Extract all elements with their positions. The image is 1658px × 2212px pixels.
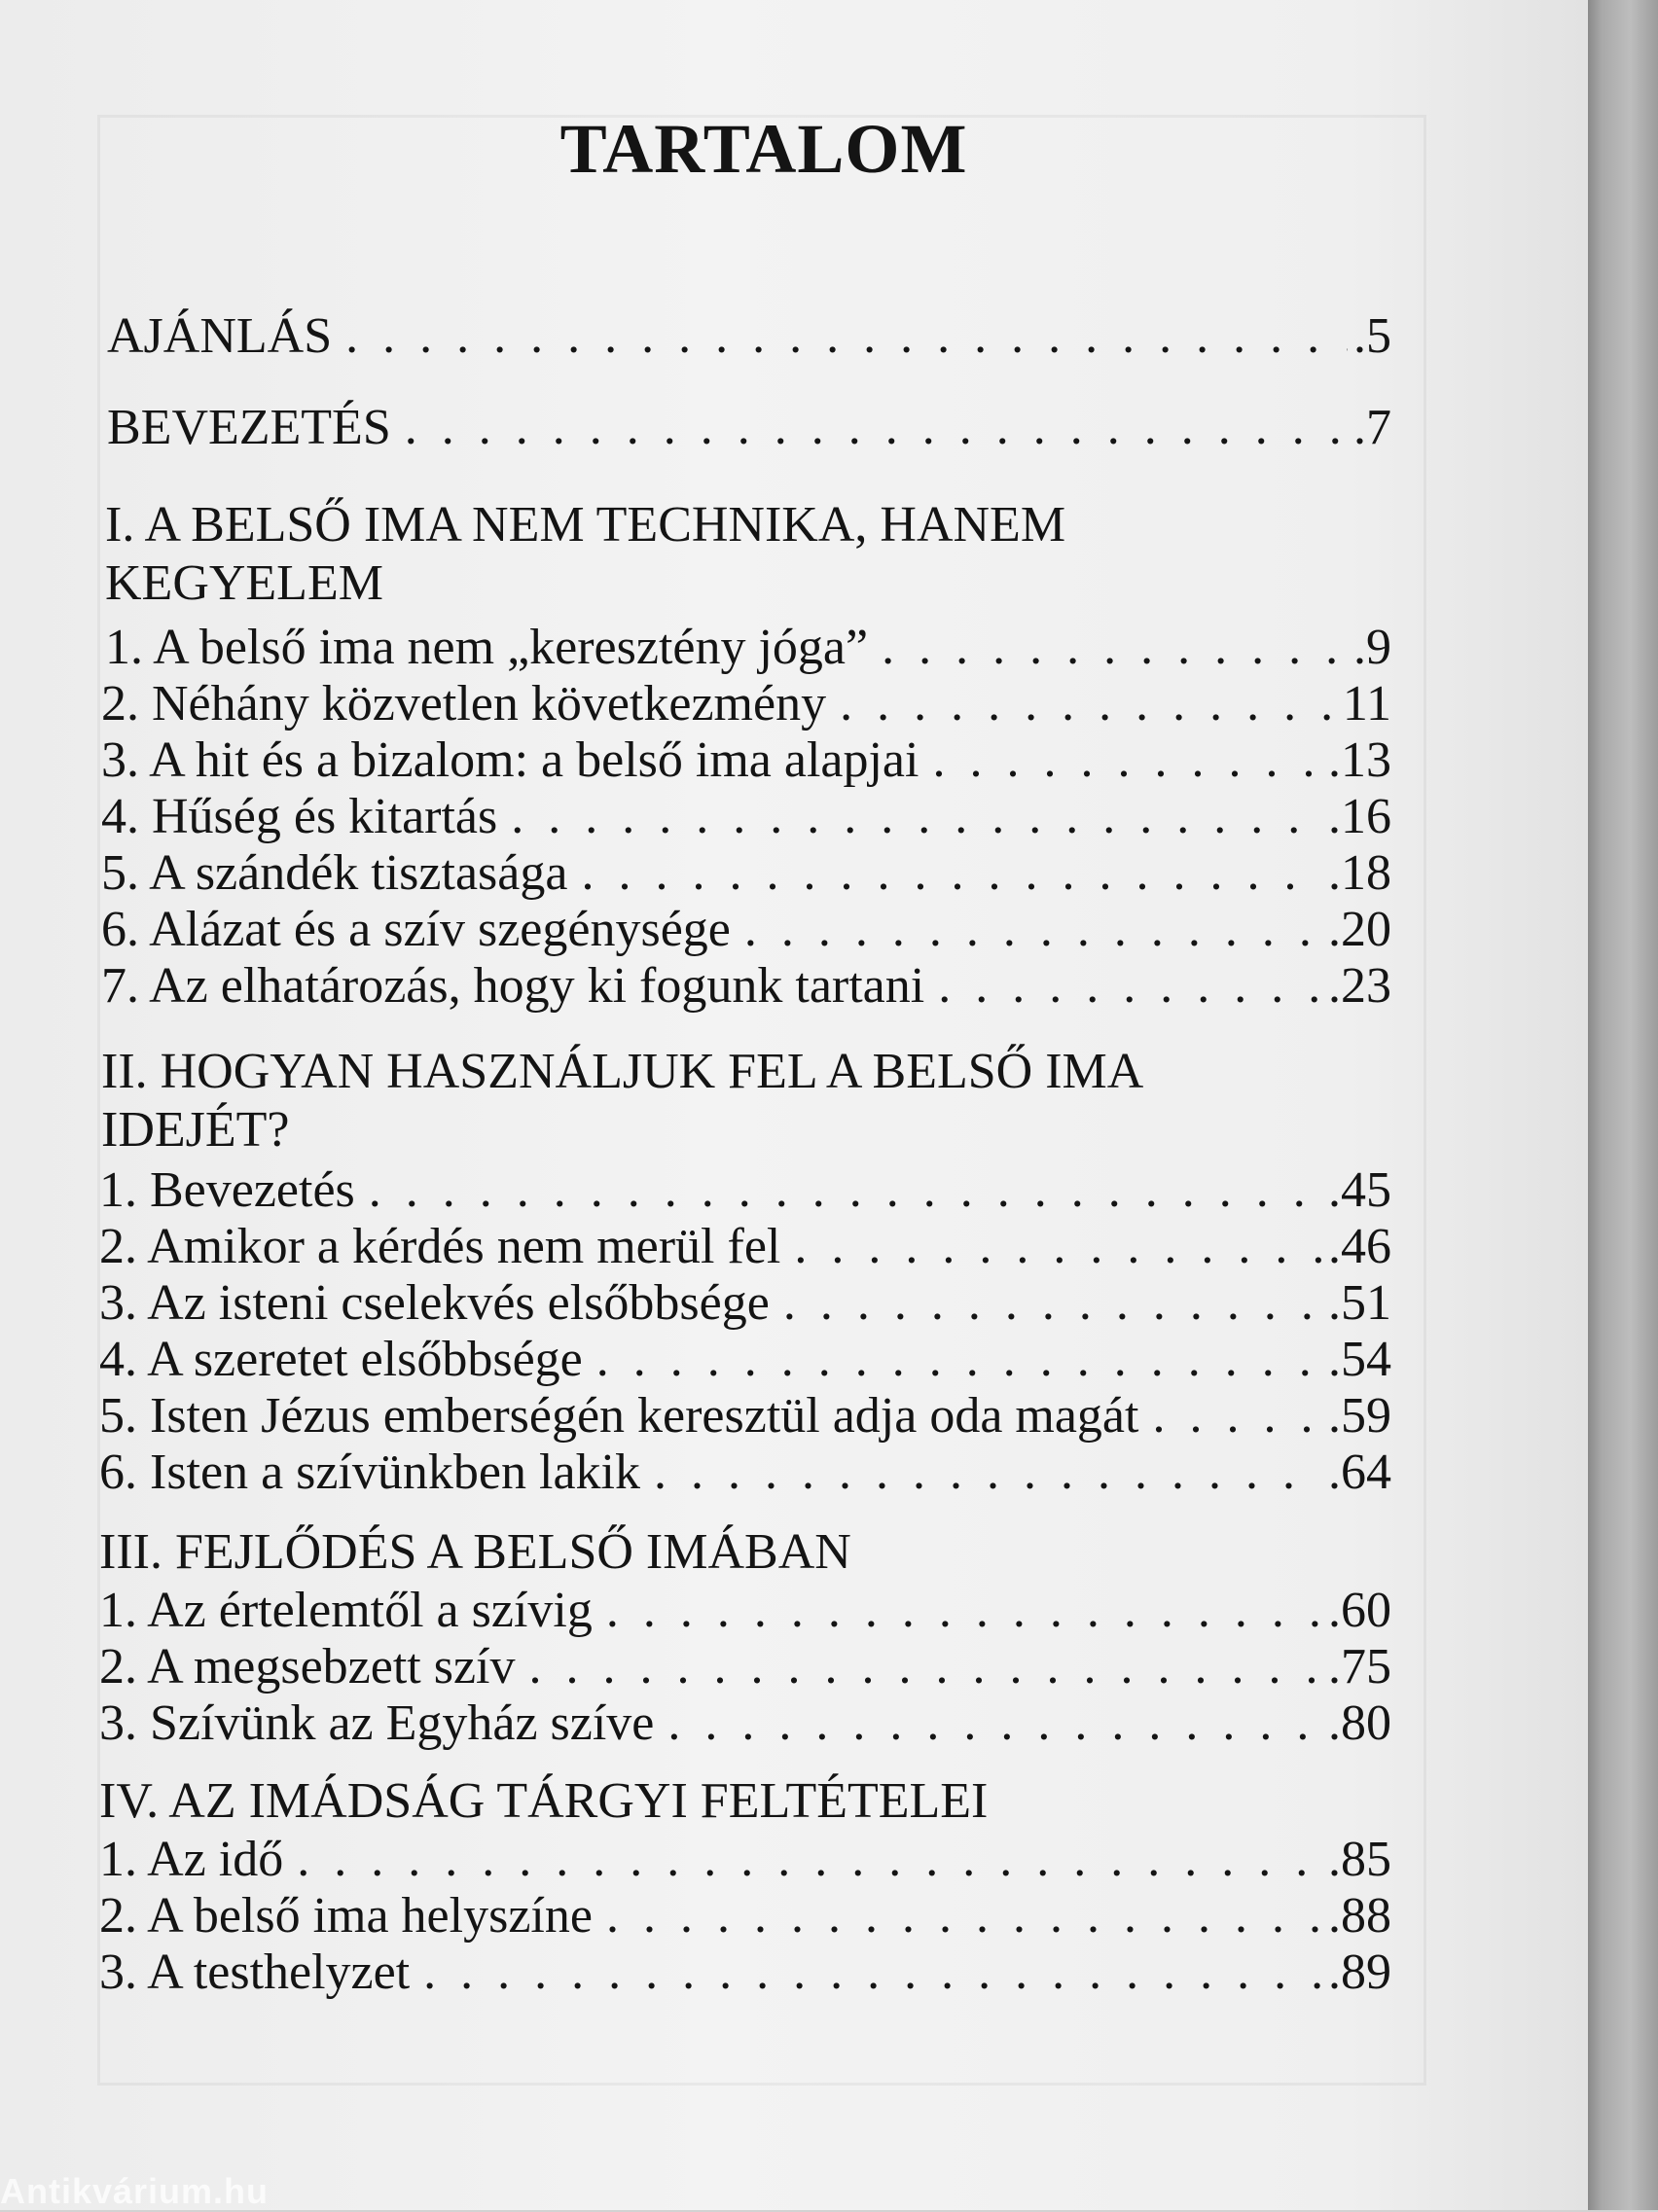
section-heading: III. FEJLŐDÉS A BELSŐ IMÁBAN [99, 1524, 851, 1580]
section-heading: IV. AZ IMÁDSÁG TÁRGYI FELTÉTELEI [99, 1773, 989, 1829]
toc-page-number: .9 [1353, 620, 1391, 675]
dot-leader [654, 1444, 1322, 1502]
toc-entry-label: 1. Az értelemtől a szívig [99, 1583, 593, 1638]
toc-entry [99, 1331, 1391, 1389]
toc-page-number: .64 [1328, 1445, 1391, 1500]
dot-leader [840, 675, 1337, 733]
toc-entry [99, 1444, 1391, 1502]
dot-leader [938, 957, 1322, 1016]
toc-page-number: .5 [1353, 308, 1391, 364]
dot-leader [794, 1218, 1322, 1276]
toc-page-number: .45 [1328, 1162, 1391, 1218]
toc-entry-label: 3. A testhelyzet [99, 1944, 411, 2000]
toc-entry [99, 1638, 1391, 1696]
toc-entry-label: 3. Az isteni cselekvés elsőbbsége [99, 1275, 770, 1331]
toc-page-number: .13 [1328, 732, 1391, 788]
toc-entry [99, 1218, 1391, 1276]
dot-leader [882, 619, 1348, 677]
toc-entry-label: 5. A szándék tisztasága [101, 845, 568, 901]
toc-entry [107, 307, 1391, 366]
toc-page-number: .18 [1328, 845, 1391, 901]
toc-entry [99, 1582, 1391, 1640]
toc-entry [101, 901, 1391, 959]
dot-leader [405, 399, 1348, 457]
toc-entry [99, 1831, 1391, 1889]
toc-entry-label: 2. A belső ima helyszíne [99, 1888, 593, 1944]
dot-leader [932, 731, 1322, 790]
dot-leader [511, 788, 1322, 846]
toc-page-number: .60 [1328, 1583, 1391, 1638]
toc-entry-label: 1. A belső ima nem „keresztény jóga” [105, 620, 869, 675]
toc-page-number: .88 [1328, 1888, 1391, 1944]
toc-entry-label: 1. Az idő [99, 1832, 284, 1887]
toc-entry [101, 788, 1391, 846]
toc-entry-label: 7. Az elhatározás, hogy ki fogunk tartani [101, 958, 925, 1014]
dot-leader [596, 1331, 1322, 1389]
dot-leader [528, 1638, 1322, 1696]
toc-entry [101, 844, 1391, 903]
toc-entry [99, 1274, 1391, 1333]
toc-page-number: .89 [1328, 1944, 1391, 2000]
toc-page-number: .75 [1328, 1639, 1391, 1695]
toc-page-number: .80 [1328, 1695, 1391, 1751]
toc-entry-label: 6. Alázat és a szív szegénysége [101, 902, 731, 957]
toc-entry-label: 2. A megsebzett szív [99, 1639, 516, 1695]
dot-leader [297, 1831, 1322, 1889]
page-edge-shadow [1588, 0, 1658, 2210]
toc-entry [99, 1161, 1391, 1220]
toc-entry [99, 1944, 1391, 2002]
toc-entry-label: 1. Bevezetés [99, 1162, 355, 1218]
toc-page-number: .20 [1328, 902, 1391, 957]
section-heading: KEGYELEM [105, 555, 383, 611]
dot-leader [423, 1944, 1322, 2002]
section-heading: IDEJÉT? [101, 1102, 290, 1158]
toc-entry-label: 6. Isten a szívünkben lakik [99, 1445, 640, 1500]
toc-page-number: 11 [1342, 676, 1391, 731]
toc-entry [99, 1387, 1391, 1445]
toc-page-number: .54 [1328, 1332, 1391, 1387]
dot-leader [783, 1274, 1322, 1333]
section-heading: II. HOGYAN HASZNÁLJUK FEL A BELSŐ IMA [101, 1044, 1144, 1099]
toc-entry [101, 957, 1391, 1016]
toc-page-number: .23 [1328, 958, 1391, 1014]
toc-page-number: .46 [1328, 1219, 1391, 1274]
toc-entry-label: 5. Isten Jézus emberségén keresztül adja oda magát [99, 1388, 1139, 1444]
watermark-text: Antikvárium.hu [0, 2171, 270, 2211]
toc-entry [101, 731, 1391, 790]
toc-page-number: .16 [1328, 789, 1391, 844]
toc-entry-label: 2. Néhány közvetlen következmény [101, 676, 827, 731]
toc-entry-label: 4. Hűség és kitartás [101, 789, 498, 844]
toc-entry [105, 619, 1391, 677]
toc-entry [99, 1695, 1391, 1753]
dot-leader [369, 1161, 1322, 1220]
toc-page-number: .7 [1353, 400, 1391, 455]
page-title: TARTALOM [559, 110, 968, 188]
dot-leader [345, 307, 1348, 366]
toc-entry-label: 3. A hit és a bizalom: a belső ima alapjai [101, 732, 919, 788]
toc-entry [107, 399, 1391, 457]
dot-leader [606, 1887, 1322, 1945]
toc-entry-label: 3. Szívünk az Egyház szíve [99, 1695, 655, 1751]
toc-page-number: .59 [1328, 1388, 1391, 1444]
dot-leader [581, 844, 1322, 903]
toc-entry-label: BEVEZETÉS [107, 400, 391, 455]
toc-entry [99, 1887, 1391, 1945]
toc-entry-label: 4. A szeretet elsőbbsége [99, 1332, 583, 1387]
dot-leader [606, 1582, 1322, 1640]
toc-entry-label: AJÁNLÁS [107, 308, 333, 364]
toc-page-number: .85 [1328, 1832, 1391, 1887]
toc-entry [101, 675, 1391, 733]
section-heading: I. A BELSŐ IMA NEM TECHNIKA, HANEM [105, 497, 1066, 553]
dot-leader [1152, 1387, 1322, 1445]
toc-page-number: .51 [1328, 1275, 1391, 1331]
toc-entry-label: 2. Amikor a kérdés nem merül fel [99, 1219, 781, 1274]
dot-leader [667, 1695, 1322, 1753]
dot-leader [744, 901, 1322, 959]
